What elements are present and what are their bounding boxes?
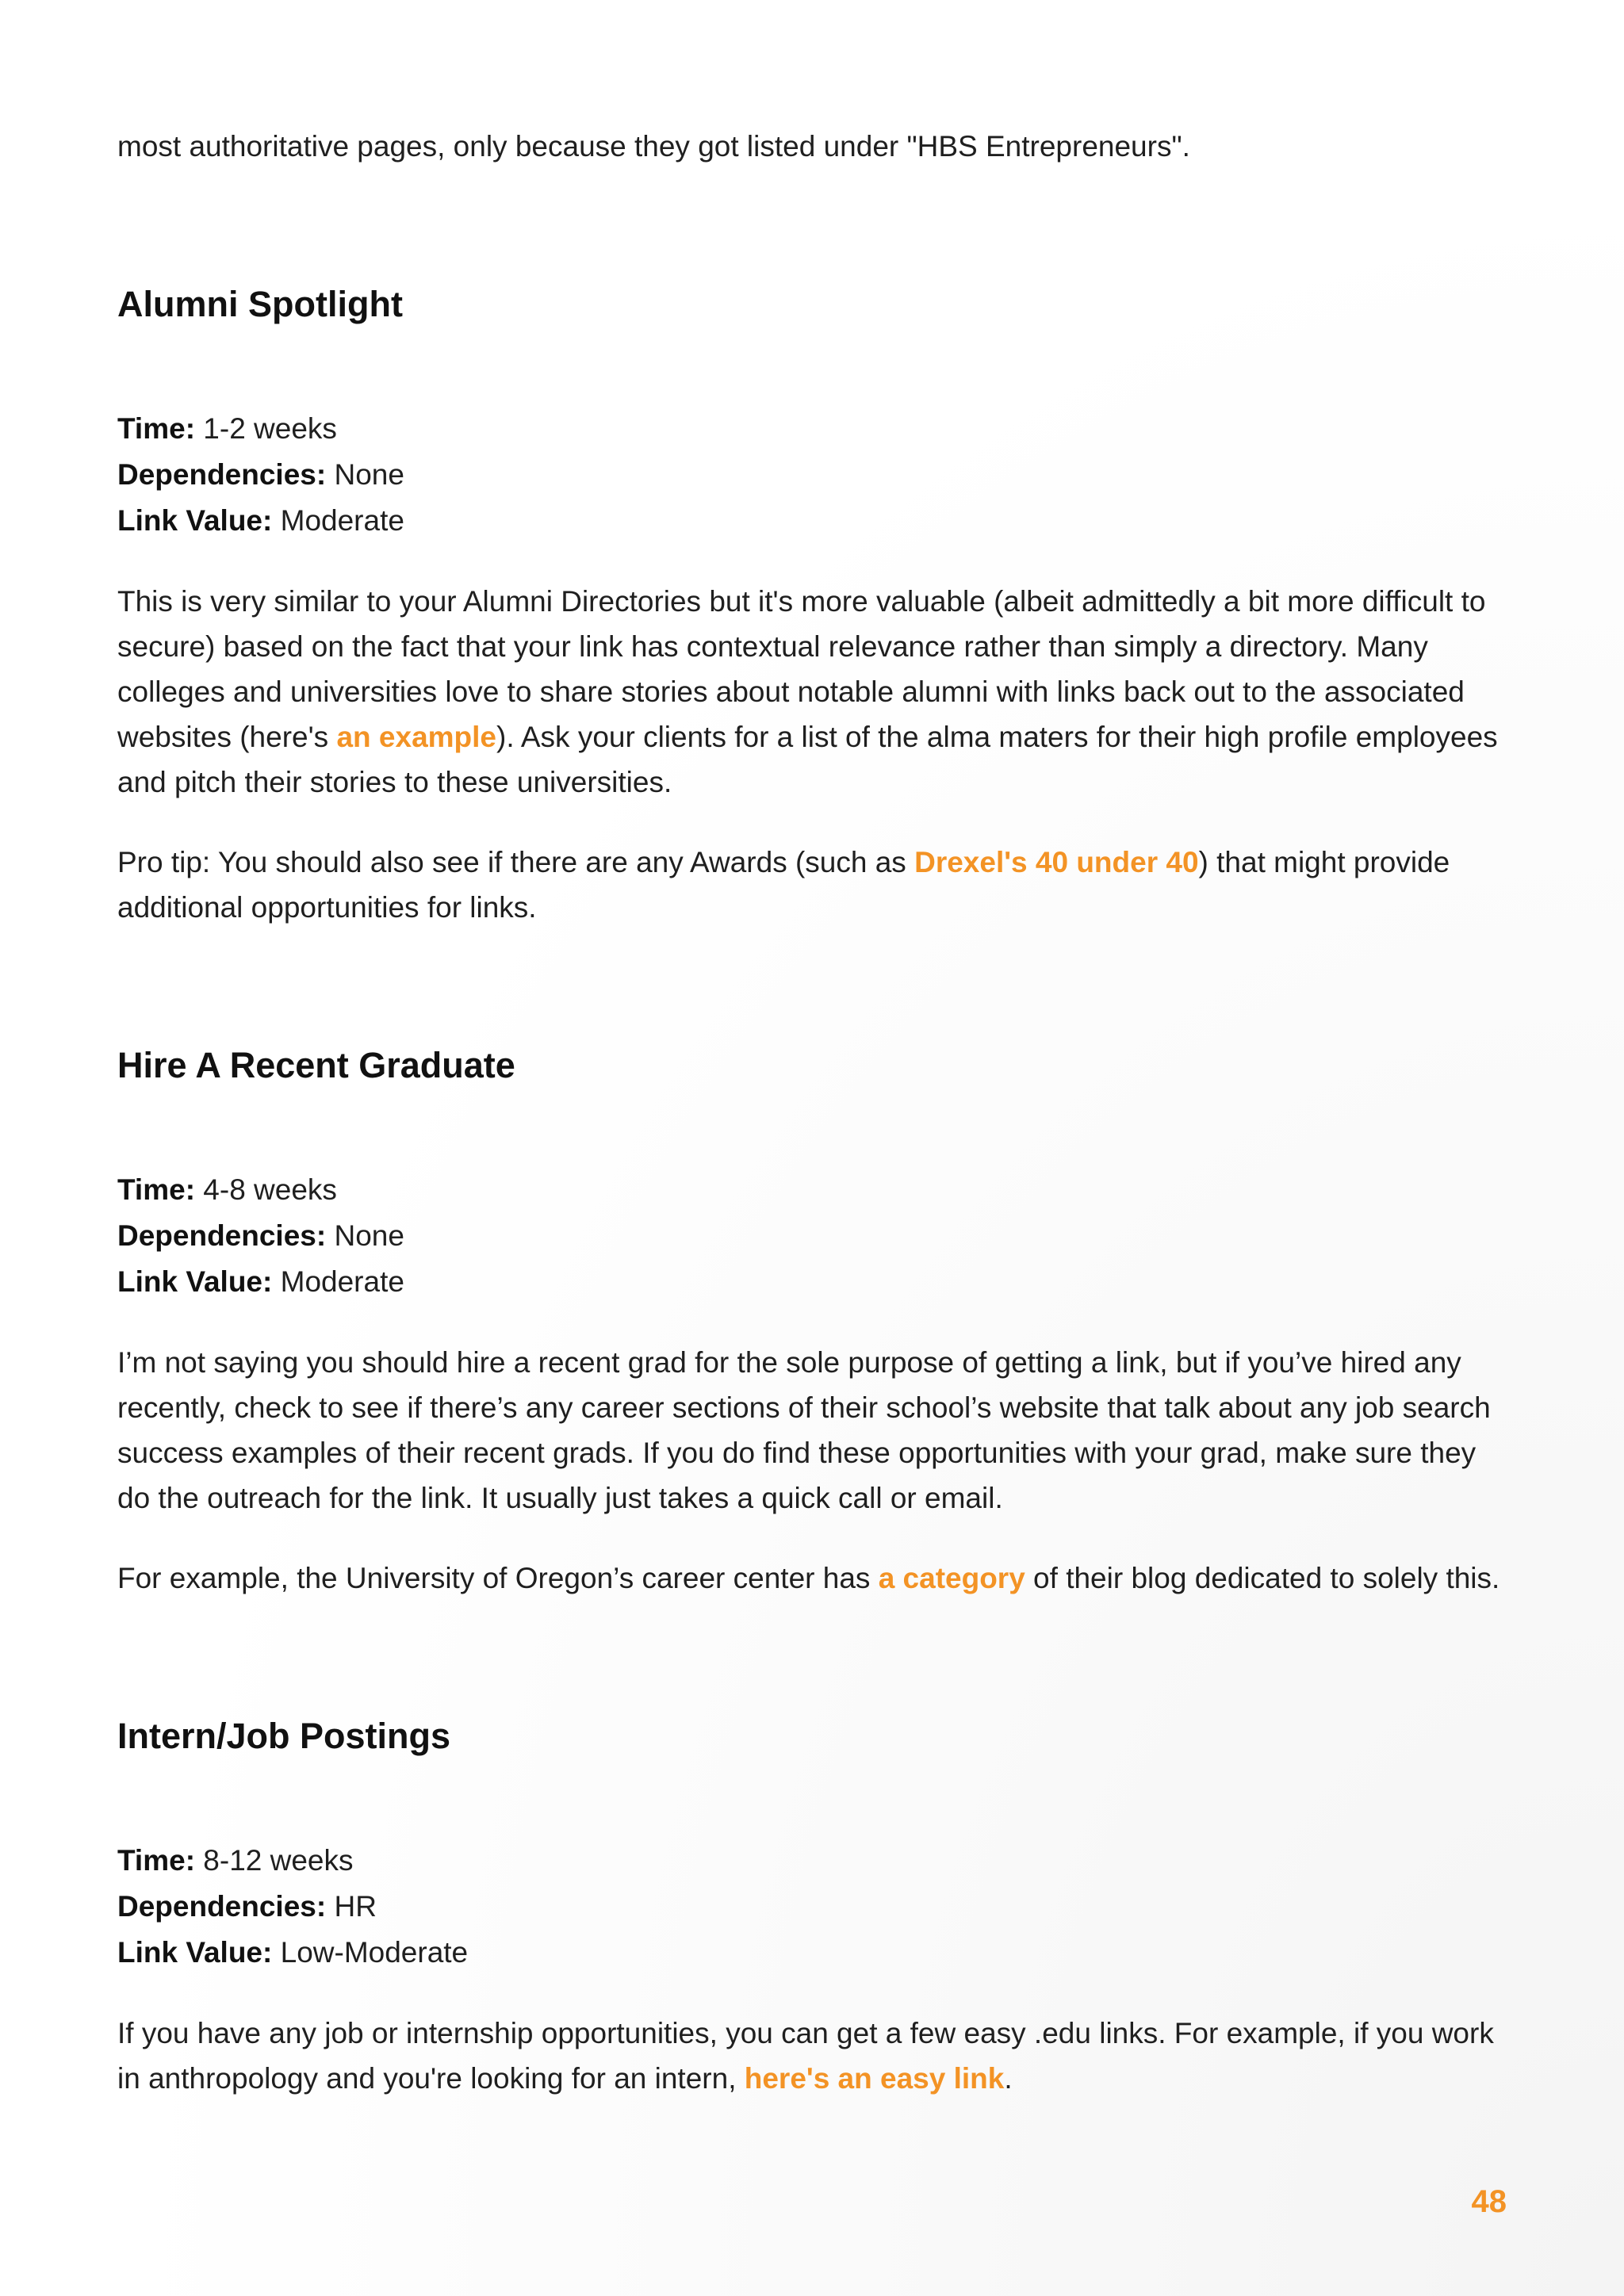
meta-time-label: Time:	[117, 1173, 196, 1206]
meta-time-value: 4-8 weeks	[203, 1173, 337, 1206]
intro-paragraph: most authoritative pages, only because they got listed under "HBS Entrepreneurs".	[117, 130, 1190, 163]
section-alumni-spotlight	[117, 281, 1507, 930]
section-intern-job-postings	[117, 1713, 1507, 2101]
meta-block	[117, 1838, 1507, 1976]
an-example-link[interactable]: an example	[336, 721, 497, 753]
pro-tip-paragraph	[117, 840, 1507, 930]
paragraph: I’m not saying you should hire a recent grad for the sole purpose of getting a link, but if you’ve hired any recently, check to see if there’s any career sections of their school’s website that talk about any job search success examples of their recent grads. If you do find these opportunities with your grad, make sure they do the outreach for the link. It usually just takes a quick call or email.	[117, 1346, 1491, 1514]
meta-time-value: 1-2 weeks	[203, 412, 337, 445]
meta-time	[117, 1838, 1507, 1884]
paragraph-text: of their blog dedicated to solely this.	[1025, 1562, 1500, 1594]
section-heading: Hire A Recent Graduate	[117, 1045, 515, 1085]
meta-dependencies-value: None	[334, 458, 404, 491]
meta-time-value: 8-12 weeks	[203, 1844, 354, 1877]
paragraph	[117, 1556, 1507, 1601]
paragraph-text: If you have any job or internship opportunities, you can get a few easy .edu links. For example, if you work in anthropology and you're looking for an intern,	[117, 2017, 1494, 2095]
paragraph	[117, 579, 1507, 805]
section-heading: Intern/Job Postings	[117, 1716, 451, 1756]
meta-link-value	[117, 1930, 1507, 1976]
meta-link-value-value: Low-Moderate	[280, 1936, 469, 1969]
meta-time	[117, 1167, 1507, 1213]
paragraph-text: .	[1004, 2062, 1013, 2095]
meta-link-value-value: Moderate	[280, 1265, 404, 1298]
meta-time-label: Time:	[117, 412, 196, 445]
meta-block	[117, 406, 1507, 544]
meta-link-value-label: Link Value:	[117, 504, 273, 537]
meta-dependencies-label: Dependencies:	[117, 1219, 327, 1252]
meta-time	[117, 406, 1507, 452]
section-hire-recent-graduate	[117, 1043, 1507, 1601]
meta-dependencies-label: Dependencies:	[117, 458, 327, 491]
meta-link-value-value: Moderate	[280, 504, 404, 537]
meta-dependencies	[117, 452, 1507, 498]
meta-dependencies	[117, 1213, 1507, 1259]
meta-link-value	[117, 1259, 1507, 1305]
paragraph-text: This is very similar to your Alumni Directories but it's more valuable (albeit admittedly a bit more difficult to secure) based on the fact that your link has contextual relevance rather than simply a directory. Many colleges and universities love to share stories about notable alumni with links back out to the associated websites (here's	[117, 585, 1486, 753]
paragraph-text: Pro tip: You should also see if there are any Awards (such as	[117, 846, 915, 878]
paragraph	[117, 2011, 1507, 2101]
meta-time-label: Time:	[117, 1844, 196, 1877]
meta-block	[117, 1167, 1507, 1305]
a-category-link[interactable]: a category	[878, 1562, 1025, 1594]
paragraph-text: For example, the University of Oregon’s career center has	[117, 1562, 879, 1594]
section-heading: Alumni Spotlight	[117, 284, 403, 324]
easy-link[interactable]: here's an easy link	[744, 2062, 1005, 2095]
paragraph-text: ). Ask your clients for a list of the alma maters for their high profile employees and pitch their stories to these universities.	[117, 721, 1498, 798]
meta-dependencies-label: Dependencies:	[117, 1890, 327, 1923]
meta-dependencies	[117, 1884, 1507, 1930]
paragraph-text: ) that might provide additional opportunities for links.	[117, 846, 1450, 924]
drexel-40-under-40-link[interactable]: Drexel's 40 under 40	[914, 846, 1199, 878]
meta-dependencies-value: HR	[334, 1890, 377, 1923]
page-number: 48	[1471, 2184, 1507, 2219]
meta-link-value-label: Link Value:	[117, 1265, 273, 1298]
meta-dependencies-value: None	[334, 1219, 404, 1252]
meta-link-value	[117, 498, 1507, 544]
document-page	[117, 124, 1507, 2101]
meta-link-value-label: Link Value:	[117, 1936, 273, 1969]
